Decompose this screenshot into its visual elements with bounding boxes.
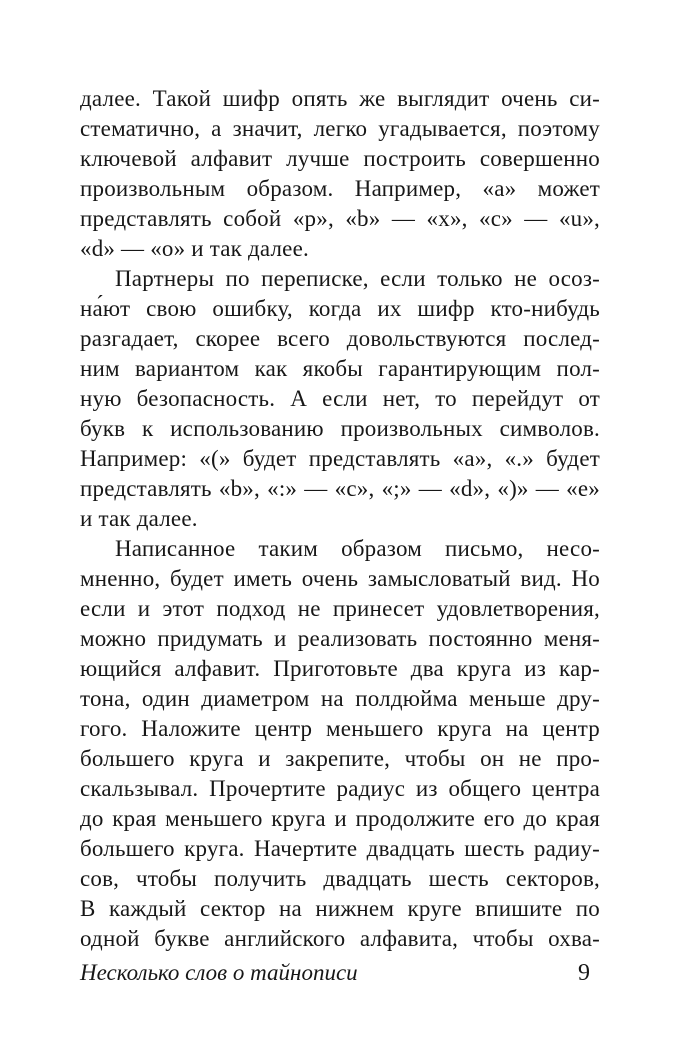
- text-line: одной букве английского алфавита, чтобы охва-: [80, 926, 600, 951]
- text-line: произвольным образом. Например, «a» может: [80, 176, 600, 201]
- text-line: разгадает, скорее всего довольствуются послед-: [80, 326, 600, 351]
- text-line: Например: «(» будет представлять «a», «.» будет: [80, 446, 600, 471]
- running-title: Несколько слов о тайнописи: [80, 960, 358, 985]
- text-line: мненно, будет иметь очень замысловатый вид. Но: [80, 566, 600, 591]
- text-line: можно придумать и реализовать постоянно меня-: [80, 626, 600, 651]
- text-line: ную безопасность. А если нет, то перейдут от: [80, 386, 600, 411]
- text-line: большего круга. Начертите двадцать шесть радиу-: [80, 836, 600, 861]
- text-line: тона, один диаметром на полдюйма меньше дру-: [80, 686, 600, 711]
- page-footer: [80, 958, 600, 988]
- text-line: скальзывал. Прочертите радиус из общего центра: [80, 776, 600, 801]
- text-line: гого. Наложите центр меньшего круга на центр: [80, 716, 600, 741]
- text-line: ним вариантом как якобы гарантирующим пол-: [80, 356, 600, 381]
- text-line: представлять собой «p», «b» — «x», «c» — «u»,: [80, 206, 600, 231]
- text-line: «d» — «o» и так далее.: [80, 236, 309, 261]
- text-line: если и этот подход не принесет удовлетворения,: [80, 596, 600, 621]
- paragraph: [80, 84, 600, 264]
- text-line: и так далее.: [80, 506, 198, 531]
- text-line: представлять «b», «:» — «c», «;» — «d», «)» — «e»: [80, 476, 600, 501]
- text-line: сов, чтобы получить двадцать шесть секторов,: [80, 866, 600, 891]
- text-line: стематично, а значит, легко угадывается, поэтому: [80, 116, 600, 141]
- text-block: [80, 84, 600, 954]
- text-line: В каждый сектор на нижнем круге впишите по: [80, 896, 600, 921]
- text-line: до края меньшего круга и продолжите его до края: [80, 806, 600, 831]
- text-line: большего круга и закрепите, чтобы он не про-: [80, 746, 600, 771]
- text-line: ключевой алфавит лучше построить совершенно: [80, 146, 600, 171]
- text-line: на́ют свою ошибку, когда их шифр кто-нибудь: [80, 296, 600, 321]
- paragraph: [80, 264, 600, 534]
- text-line: Партнеры по переписке, если только не осоз-: [115, 266, 600, 291]
- text-line: Написанное таким образом письмо, несо-: [115, 536, 600, 561]
- text-line: букв к использованию произвольных символов.: [80, 416, 600, 441]
- text-line: ющийся алфавит. Приготовьте два круга из кар-: [80, 656, 600, 681]
- text-line: далее. Такой шифр опять же выглядит очень си-: [80, 86, 600, 111]
- paragraph: [80, 534, 600, 954]
- page-number: 9: [578, 960, 590, 986]
